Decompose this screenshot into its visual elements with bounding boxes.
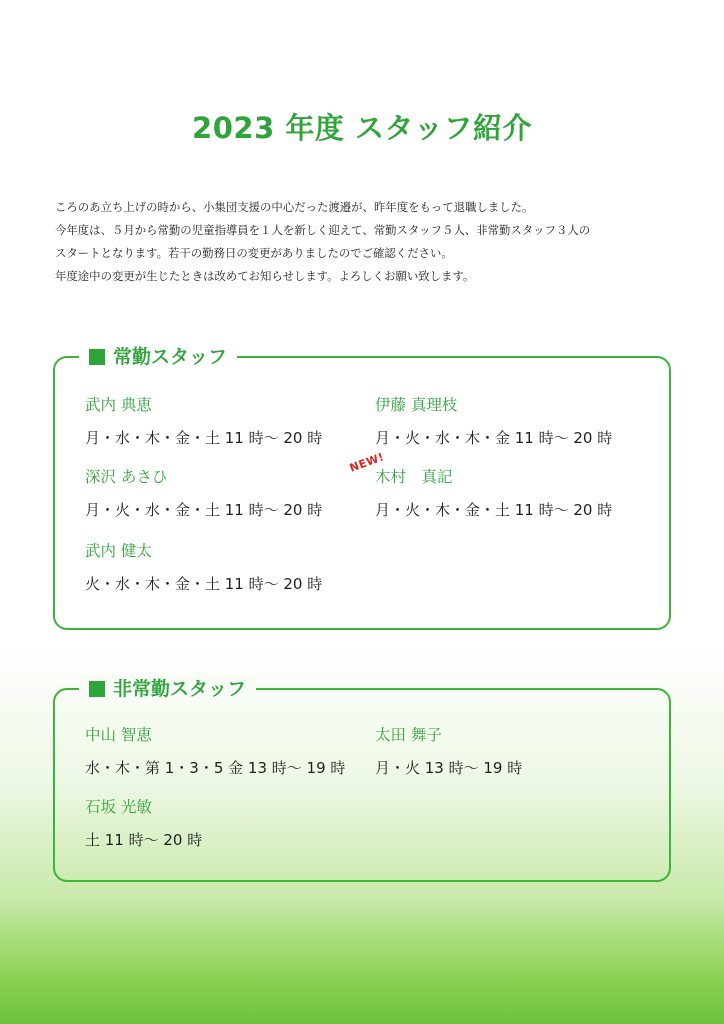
staff-schedule: 火・水・木・金・土 11 時～ 20 時 [85, 575, 323, 593]
page-title: 2023 年度 スタッフ紹介 [192, 111, 532, 145]
staff-name: 中山 智恵 [85, 726, 152, 744]
square-bullet-icon [89, 681, 105, 697]
staff-schedule: 月・水・木・金・土 11 時～ 20 時 [85, 429, 323, 447]
staff-schedule: 月・火・水・金・土 11 時～ 20 時 [85, 501, 323, 519]
staff-entry [85, 466, 322, 521]
regular-staff-panel [53, 346, 671, 630]
parttime-staff-panel [53, 678, 671, 882]
staff-name: 石坂 光敏 [85, 798, 152, 816]
staff-entry [85, 796, 202, 851]
regular-staff-heading-label: 常勤スタッフ [113, 346, 228, 368]
parttime-staff-heading-label: 非常勤スタッフ [113, 678, 247, 700]
staff-entry [85, 724, 345, 779]
staff-name: 深沢 あさひ [85, 468, 168, 486]
staff-name: 武内 健太 [85, 542, 152, 560]
staff-entry [375, 724, 522, 779]
intro-text [55, 196, 695, 288]
intro-line: 年度途中の変更が生じたときは改めてお知らせします。よろしくお願い致します。 [55, 269, 475, 283]
staff-entry [375, 394, 612, 449]
regular-staff-heading [79, 344, 237, 370]
intro-line: ころのあ立ち上げの時から、小集団支援の中心だった渡邉が、昨年度をもって退職しました。 [55, 200, 534, 214]
staff-schedule: 水・木・第 1・3・5 金 13 時～ 19 時 [85, 759, 346, 777]
staff-entry [375, 466, 612, 521]
intro-line: 今年度は、５月から常勤の児童指導員を１人を新しく迎えて、常勤スタッフ５人、非常勤スタッフ３人の [55, 223, 591, 237]
staff-schedule: 月・火・木・金・土 11 時～ 20 時 [375, 501, 613, 519]
intro-line: スタートとなります。若干の勤務日の変更がありましたのでご確認ください。 [55, 246, 453, 260]
staff-name: 木村 真記 [375, 468, 453, 486]
staff-entry [85, 540, 322, 595]
staff-schedule: 土 11 時～ 20 時 [85, 831, 203, 849]
parttime-staff-heading [79, 676, 256, 702]
staff-entry [85, 394, 322, 449]
staff-name: 武内 典恵 [85, 396, 152, 414]
staff-schedule: 月・火 13 時～ 19 時 [375, 759, 523, 777]
staff-name: 太田 舞子 [375, 726, 442, 744]
square-bullet-icon [89, 349, 105, 365]
staff-name: 伊藤 真理枝 [375, 396, 458, 414]
staff-schedule: 月・火・水・木・金 11 時～ 20 時 [375, 429, 613, 447]
new-badge: NEW! [347, 450, 387, 475]
